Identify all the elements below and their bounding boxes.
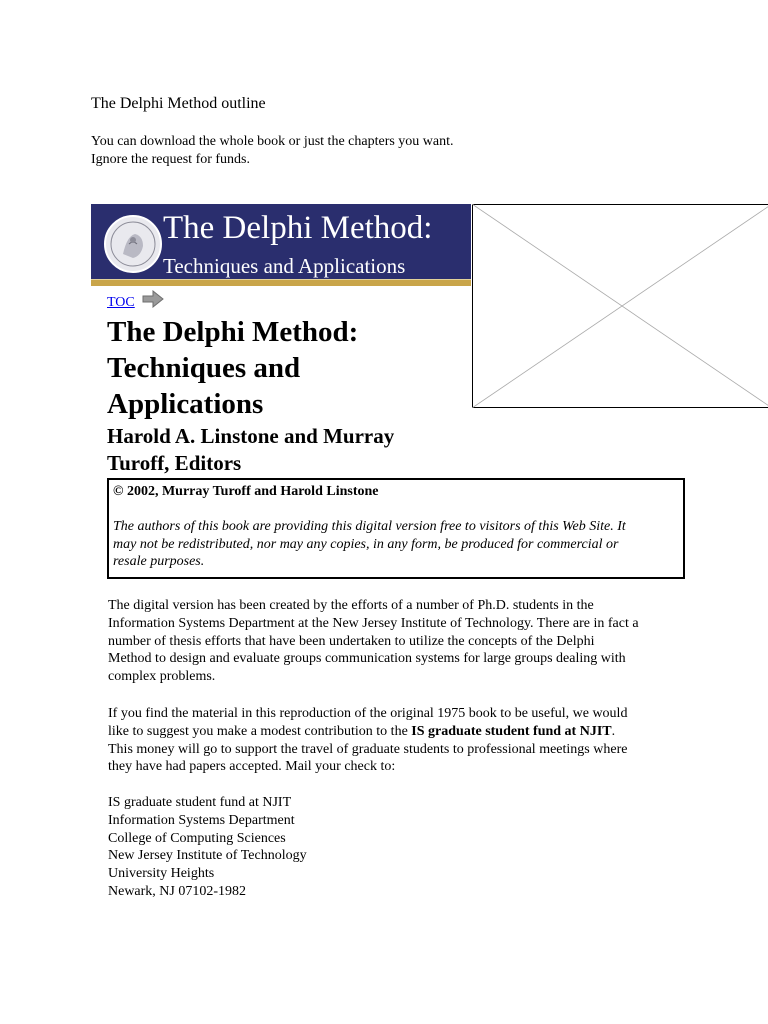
- copyright-notice-box: [107, 478, 685, 579]
- banner-title: The Delphi Method:: [163, 210, 433, 246]
- address-line: College of Computing Sciences: [108, 830, 286, 846]
- paragraph-text: like to suggest you make a modest contribution to the: [108, 723, 412, 739]
- digital-version-paragraph: [108, 597, 639, 686]
- intro-line: Ignore the request for funds.: [91, 151, 251, 167]
- paragraph-line: This money will go to support the travel of graduate students to professional meetings where: [108, 741, 628, 757]
- copyright-line: © 2002, Murray Turoff and Harold Linstone: [113, 484, 379, 499]
- broken-image-placeholder: [472, 204, 768, 408]
- book-title-line: Techniques and: [107, 352, 301, 384]
- rights-statement: [113, 518, 679, 571]
- right-arrow-icon[interactable]: [141, 290, 165, 308]
- editors-heading: [107, 423, 394, 477]
- outline-title: The Delphi Method outline: [91, 95, 266, 112]
- mailing-address: [108, 794, 307, 901]
- address-line: Newark, NJ 07102-1982: [108, 883, 247, 899]
- intro-text: [91, 133, 454, 168]
- rights-line: resale purposes.: [113, 554, 205, 569]
- editors-line: Turoff, Editors: [107, 451, 242, 475]
- intro-line: You can download the whole book or just the chapters you want.: [91, 134, 454, 149]
- book-banner-image: [91, 204, 471, 286]
- rights-line: The authors of this book are providing this digital version free to visitors of this Web Site. It: [113, 519, 626, 534]
- address-line: Information Systems Department: [108, 812, 295, 828]
- banner-subtitle: Techniques and Applications: [163, 254, 406, 278]
- address-line: New Jersey Institute of Technology: [108, 848, 307, 864]
- seal-icon: [103, 214, 163, 274]
- book-title-line: Applications: [107, 388, 264, 420]
- paragraph-text: .: [611, 723, 616, 739]
- paragraph-line: Method to design and evaluate groups communication systems for large groups dealing with: [108, 651, 626, 667]
- fund-request-paragraph: [108, 705, 627, 776]
- address-line: University Heights: [108, 866, 215, 882]
- paragraph-line: they have had papers accepted. Mail your check to:: [108, 759, 396, 775]
- book-title-line: The Delphi Method:: [107, 316, 359, 348]
- paragraph-line: complex problems.: [108, 669, 216, 685]
- paragraph-line: The digital version has been created by the efforts of a number of Ph.D. students in the: [108, 598, 594, 613]
- paragraph-line: Information Systems Department at the New Jersey Institute of Technology. There are in fact a: [108, 615, 639, 631]
- paragraph-line: number of thesis efforts that have been undertaken to utilize the concepts of the Delphi: [108, 633, 595, 649]
- toc-link[interactable]: TOC: [107, 295, 135, 310]
- fund-name: IS graduate student fund at NJIT: [411, 723, 612, 739]
- paragraph-line: [108, 723, 627, 741]
- banner-divider: [91, 280, 471, 286]
- address-line: IS graduate student fund at NJIT: [108, 795, 292, 810]
- editors-line: Harold A. Linstone and Murray: [107, 424, 395, 448]
- book-title: [107, 314, 358, 422]
- rights-line: may not be redistributed, nor may any copies, in any form, be produced for commercial or: [113, 536, 619, 552]
- paragraph-line: If you find the material in this reproduction of the original 1975 book to be useful, we would: [108, 706, 628, 721]
